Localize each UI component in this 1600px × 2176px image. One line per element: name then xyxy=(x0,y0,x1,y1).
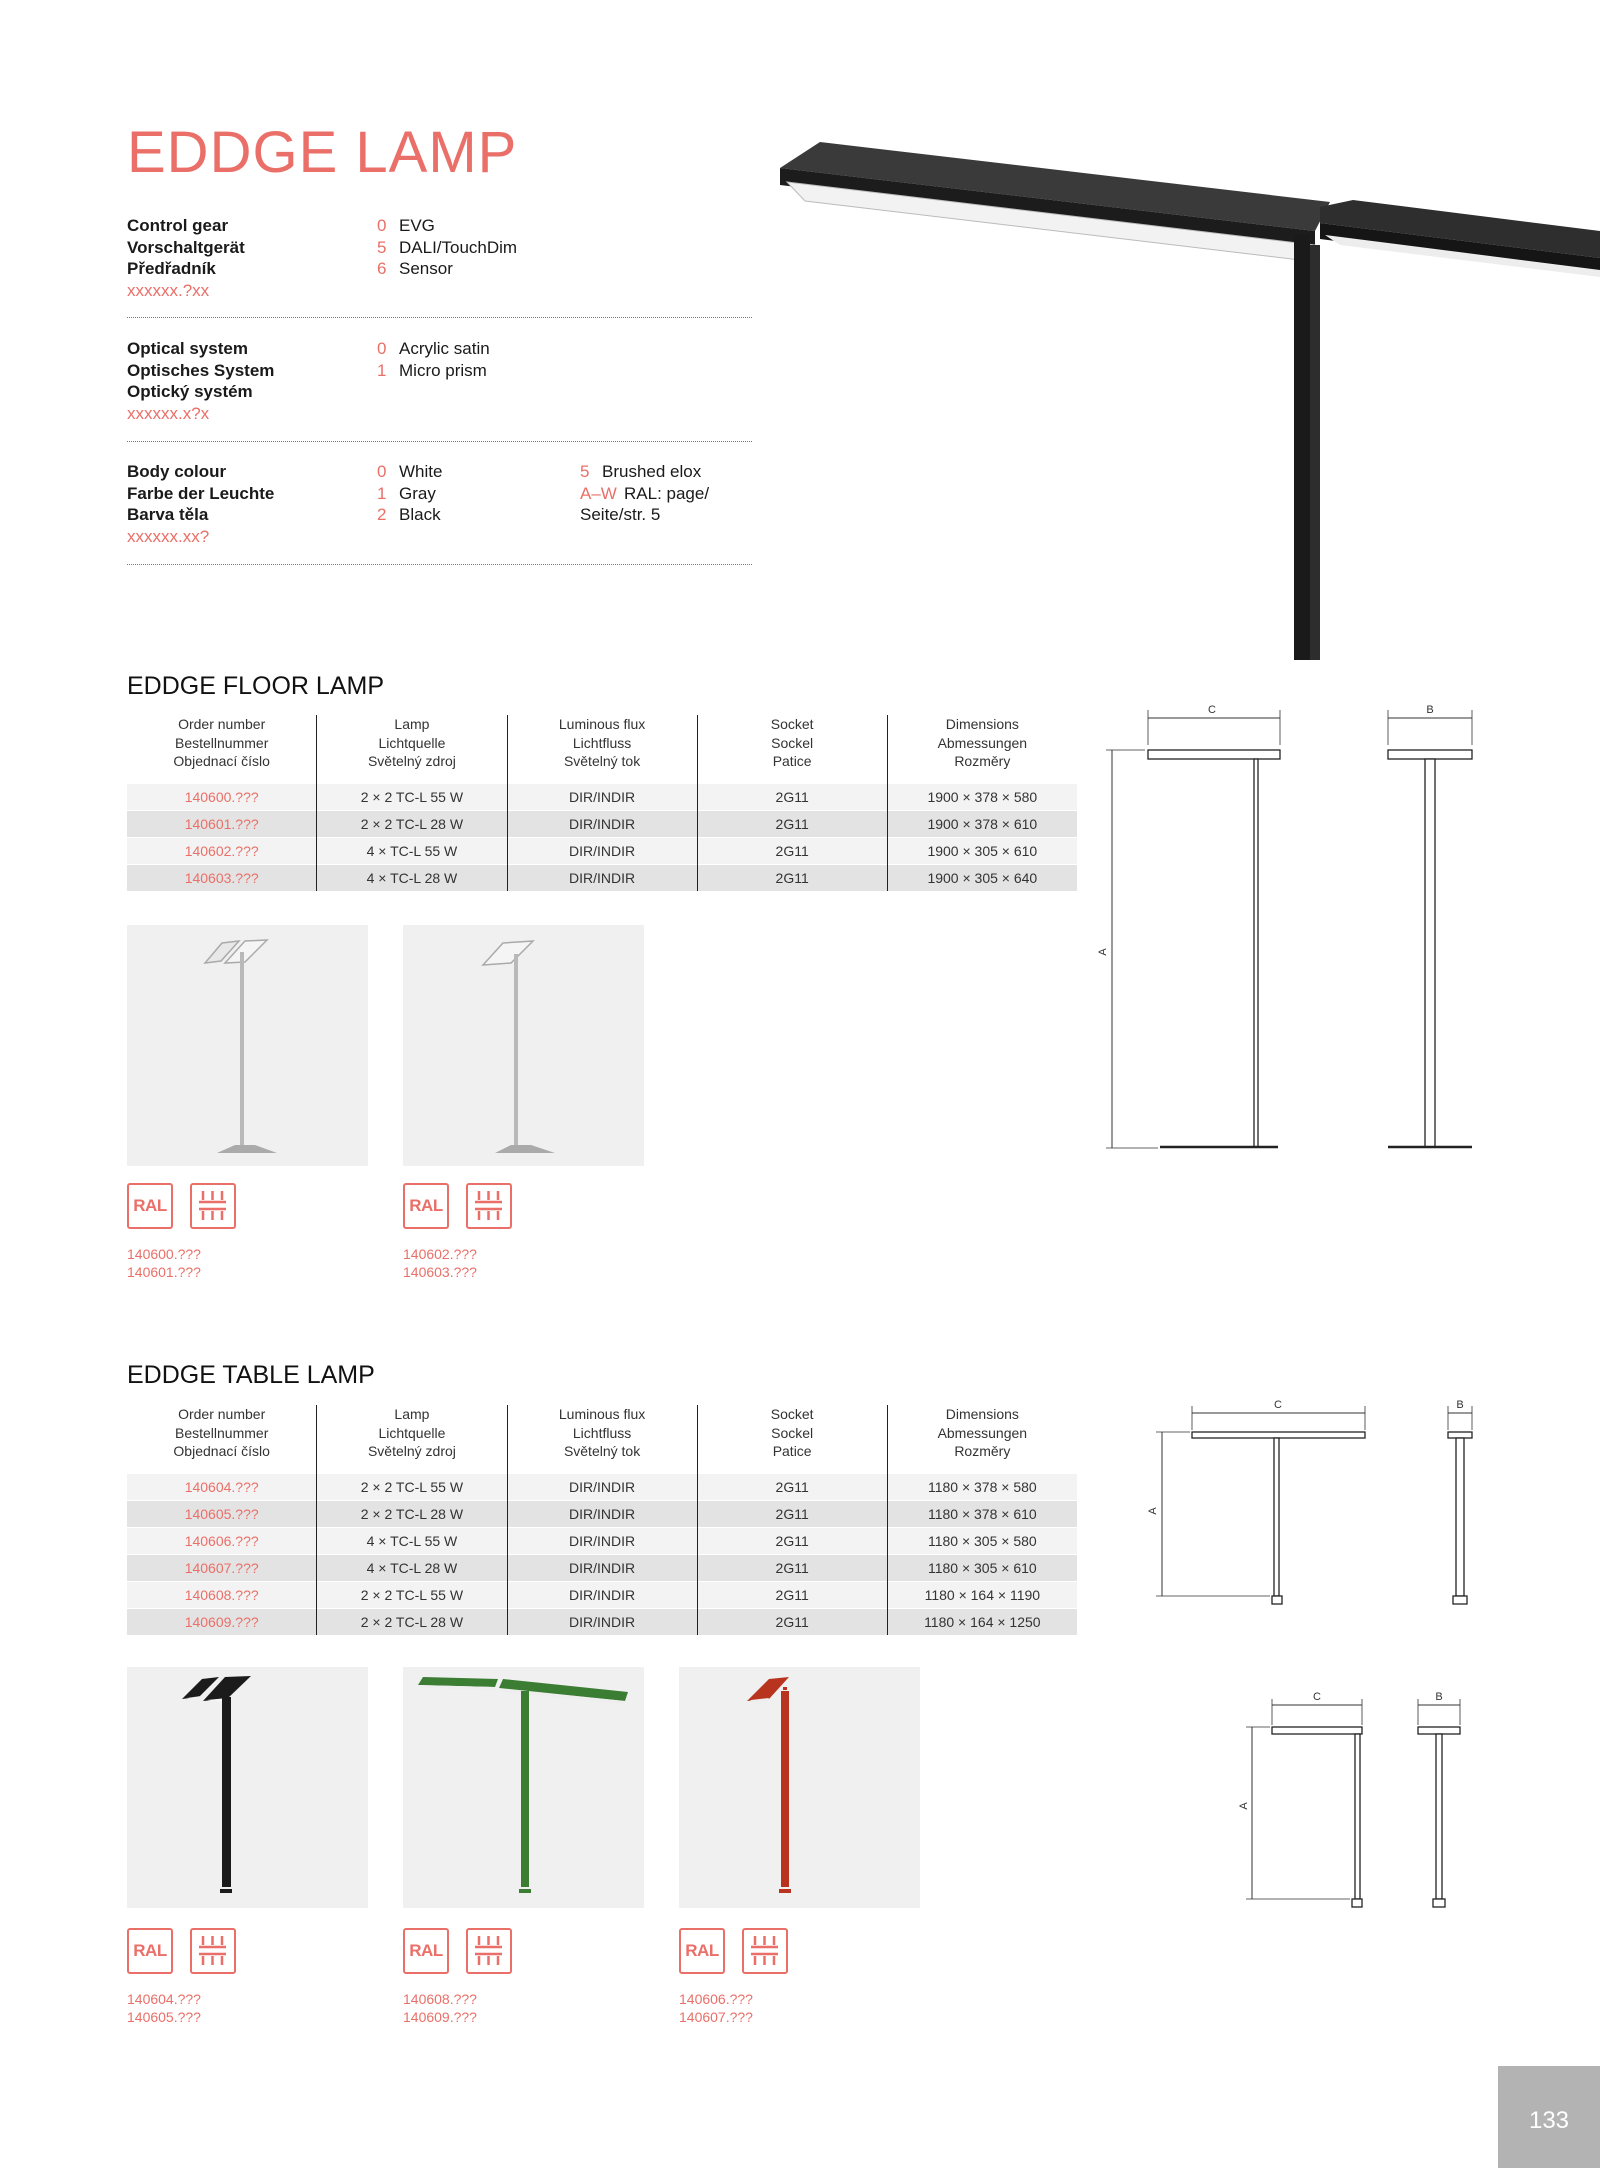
floor-lamp-photo-square xyxy=(403,925,644,1166)
option-value: White xyxy=(399,462,443,481)
option-label-cz: Barva těla xyxy=(127,505,209,524)
option-number: 5 xyxy=(580,462,590,481)
option-value: Acrylic satin xyxy=(399,339,490,358)
column-header: Luminous flux Lichtfluss Světelný tok xyxy=(507,715,697,783)
dimension-label-c: C xyxy=(1313,1691,1321,1703)
option-value: Seite/str. 5 xyxy=(580,505,661,524)
floor-lamp-dimension-drawing-side xyxy=(1380,700,1480,1160)
column-header: Socket Sockel Patice xyxy=(697,1405,887,1473)
dimension-label-a: A xyxy=(1097,948,1109,956)
option-value: Brushed elox xyxy=(602,462,702,481)
table-row: 140604.??? 2 × 2 TC-L 55 W DIR/INDIR 2G11 1180 × 378 × 580 xyxy=(127,1473,1077,1500)
option-number: 6 xyxy=(377,259,387,278)
product-codes: 140608.??? 140609.??? xyxy=(403,1991,477,2025)
ral-color-icon: RAL xyxy=(127,1928,173,1974)
option-number: 0 xyxy=(377,339,387,358)
page-number: 133 xyxy=(1498,2066,1600,2168)
column-header: Luminous flux Lichtfluss Světelný tok xyxy=(507,1405,697,1473)
column-header: Socket Sockel Patice xyxy=(697,715,887,783)
column-header: Order number Bestellnummer Objednací číslo xyxy=(173,1406,270,1459)
table-row: 140605.??? 2 × 2 TC-L 28 W DIR/INDIR 2G11 1180 × 378 × 610 xyxy=(127,1500,1077,1527)
table-row: 140600.??? 2 × 2 TC-L 55 W DIR/INDIR 2G11 1900 × 378 × 580 xyxy=(127,783,1077,810)
column-header: Lamp Lichtquelle Světelný zdroj xyxy=(317,1405,507,1473)
option-value: Sensor xyxy=(399,259,453,278)
body-colour-options xyxy=(127,461,752,571)
column-header: Dimensions Abmessungen Rozměry xyxy=(887,715,1077,783)
dimension-label-a: A xyxy=(1238,1802,1250,1810)
column-header: Order number Bestellnummer Objednací číslo xyxy=(173,716,270,769)
hero-lamp-image xyxy=(775,135,1600,660)
dimmable-icon xyxy=(190,1928,236,1974)
table-row: 140601.??? 2 × 2 TC-L 28 W DIR/INDIR 2G11 1900 × 378 × 610 xyxy=(127,810,1077,837)
option-label-en: Body colour xyxy=(127,462,227,481)
option-label-de: Farbe der Leuchte xyxy=(127,483,275,503)
page-title: EDDGE LAMP xyxy=(127,120,518,185)
floor-lamp-table xyxy=(127,715,1077,891)
option-value: RAL: page/ xyxy=(624,483,710,503)
option-number: 0 xyxy=(377,462,387,481)
table-row: 140608.??? 2 × 2 TC-L 55 W DIR/INDIR 2G11 1180 × 164 × 1190 xyxy=(127,1581,1077,1608)
option-label-en: Optical system xyxy=(127,339,248,358)
dimmable-icon xyxy=(466,1183,512,1229)
table-lamp-dimension-drawing-front-small xyxy=(1240,1685,1370,1920)
option-value: Gray xyxy=(399,483,436,503)
option-value: EVG xyxy=(399,216,435,235)
table-lamp-photo-red xyxy=(679,1667,920,1908)
divider xyxy=(127,317,752,318)
divider xyxy=(127,564,752,565)
dimension-label-a: A xyxy=(1147,1507,1159,1515)
column-header: Lamp Lichtquelle Světelný zdroj xyxy=(317,715,507,783)
ral-color-icon: RAL xyxy=(679,1928,725,1974)
dimmable-icon xyxy=(466,1928,512,1974)
option-number: 5 xyxy=(377,237,387,257)
table-lamp-dimension-drawing-side-small xyxy=(1410,1685,1470,1920)
option-value: Black xyxy=(399,505,441,524)
option-code: xxxxxx.x?x xyxy=(127,403,210,423)
column-header: Dimensions Abmessungen Rozměry xyxy=(887,1405,1077,1473)
optical-system-options xyxy=(127,338,752,448)
table-lamp-title: EDDGE TABLE LAMP xyxy=(127,1361,375,1389)
dimension-label-b: B xyxy=(1435,1691,1443,1703)
table-lamp-photo-black xyxy=(127,1667,368,1908)
option-code: xxxxxx.xx? xyxy=(127,526,210,546)
table-lamp-dimension-drawing-side xyxy=(1440,1390,1500,1615)
floor-lamp-title: EDDGE FLOOR LAMP xyxy=(127,672,384,700)
table-row: 140609.??? 2 × 2 TC-L 28 W DIR/INDIR 2G11 1180 × 164 × 1250 xyxy=(127,1608,1077,1635)
product-codes: 140600.??? 140601.??? xyxy=(127,1246,201,1280)
product-codes: 140604.??? 140605.??? xyxy=(127,1991,201,2025)
table-row: 140602.??? 4 × TC-L 55 W DIR/INDIR 2G11 1900 × 305 × 610 xyxy=(127,837,1077,864)
table-lamp-dimension-drawing-front xyxy=(1140,1390,1380,1615)
table-row: 140603.??? 4 × TC-L 28 W DIR/INDIR 2G11 1900 × 305 × 640 xyxy=(127,864,1077,891)
option-label-cz: Optický systém xyxy=(127,382,253,401)
option-number: A–W xyxy=(580,483,617,503)
option-value: Micro prism xyxy=(399,360,487,380)
option-number: 1 xyxy=(377,360,387,380)
table-row: 140607.??? 4 × TC-L 28 W DIR/INDIR 2G11 1180 × 305 × 610 xyxy=(127,1554,1077,1581)
dimmable-icon xyxy=(742,1928,788,1974)
ral-color-icon: RAL xyxy=(127,1183,173,1229)
option-number: 0 xyxy=(377,216,387,235)
divider xyxy=(127,441,752,442)
floor-lamp-photo-double xyxy=(127,925,368,1166)
dimension-label-b: B xyxy=(1426,704,1434,716)
ral-color-icon: RAL xyxy=(403,1928,449,1974)
option-value: DALI/TouchDim xyxy=(399,237,518,257)
option-label-de: Vorschaltgerät xyxy=(127,237,245,257)
option-label-de: Optisches System xyxy=(127,360,275,380)
option-number: 2 xyxy=(377,505,387,524)
ral-color-icon: RAL xyxy=(403,1183,449,1229)
table-lamp-photo-green xyxy=(403,1667,644,1908)
option-label-en: Control gear xyxy=(127,216,229,235)
option-number: 1 xyxy=(377,483,387,503)
dimmable-icon xyxy=(190,1183,236,1229)
floor-lamp-dimension-drawing-front xyxy=(1097,700,1300,1160)
dimension-label-b: B xyxy=(1456,1399,1464,1411)
option-label-cz: Předřadník xyxy=(127,259,216,278)
dimension-label-c: C xyxy=(1208,704,1216,716)
option-code: xxxxxx.?xx xyxy=(127,280,210,300)
table-row: 140606.??? 4 × TC-L 55 W DIR/INDIR 2G11 1180 × 305 × 580 xyxy=(127,1527,1077,1554)
product-codes: 140606.??? 140607.??? xyxy=(679,1991,753,2025)
dimension-label-c: C xyxy=(1274,1399,1282,1411)
control-gear-options xyxy=(127,215,752,325)
product-codes: 140602.??? 140603.??? xyxy=(403,1246,477,1280)
table-lamp-table xyxy=(127,1405,1077,1635)
